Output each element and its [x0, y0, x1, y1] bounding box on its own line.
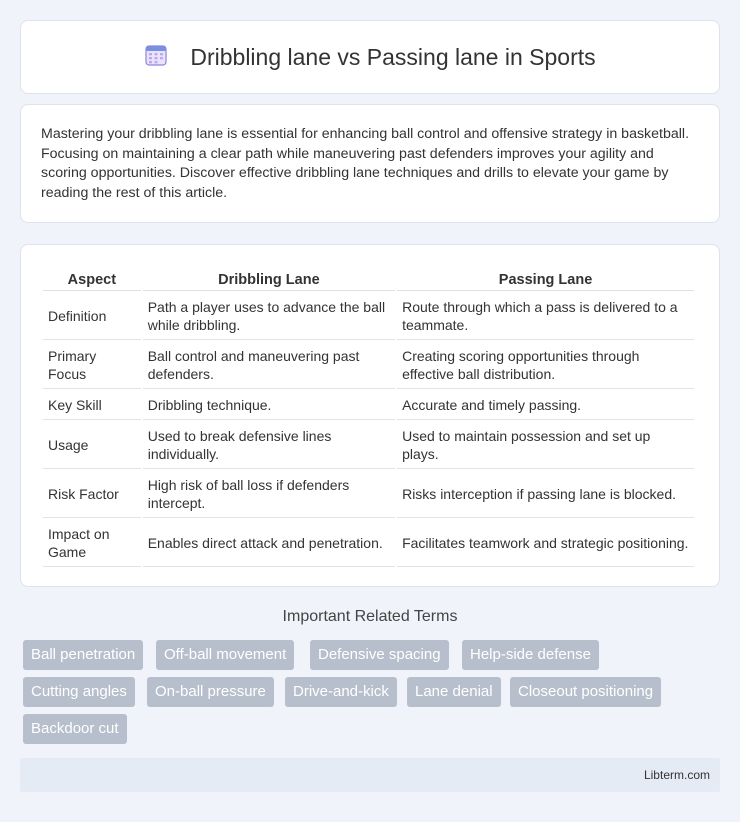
table-cell: Used to break defensive lines individually. — [143, 422, 395, 469]
tag-lane-denial[interactable]: Lane denial — [407, 677, 501, 707]
intro-card — [20, 104, 720, 223]
tag-off-ball-movement[interactable]: Off-ball movement — [156, 640, 294, 670]
tag-defensive-spacing[interactable]: Defensive spacing — [310, 640, 449, 670]
table-row — [43, 342, 694, 389]
header-card — [20, 20, 720, 94]
title-wrap — [144, 43, 595, 72]
footer-site-link[interactable]: Libterm.com — [643, 768, 710, 782]
tag-drive-and-kick[interactable]: Drive-and-kick — [285, 677, 397, 707]
table-cell: Primary Focus — [43, 342, 141, 389]
table-cell: Usage — [43, 422, 141, 469]
table-row — [43, 391, 694, 420]
page-title: Dribbling lane vs Passing lane in Sports — [190, 43, 596, 70]
table-header-row — [43, 267, 694, 291]
table-row — [43, 471, 694, 518]
tag-closeout-positioning[interactable]: Closeout positioning — [510, 677, 661, 707]
table-cell: Impact on Game — [43, 520, 141, 567]
table-cell: Risks interception if passing lane is blocked. — [397, 471, 694, 518]
tag-cutting-angles[interactable]: Cutting angles — [23, 677, 135, 707]
tag-backdoor-cut[interactable]: Backdoor cut — [23, 714, 127, 744]
tag-on-ball-pressure[interactable]: On-ball pressure — [147, 677, 274, 707]
table-cell: Key Skill — [43, 391, 141, 420]
table-cell: Enables direct attack and penetration. — [143, 520, 395, 567]
table-row — [43, 293, 694, 340]
tag-ball-penetration[interactable]: Ball penetration — [23, 640, 143, 670]
related-terms-title: Important Related Terms — [282, 608, 458, 625]
calendar-icon — [144, 43, 168, 72]
table-cell: Facilitates teamwork and strategic positioning. — [397, 520, 694, 567]
table-cell: Accurate and timely passing. — [397, 391, 694, 420]
table-cell: Definition — [43, 293, 141, 340]
intro-paragraph: Mastering your dribbling lane is essential for enhancing ball control and offensive strategy in basketball. Focusing on maintaining a clear path while maneuvering past defenders improves your agility and scoring opportunities. Discover effective dribbling lane techniques and drills to elevate your game by reading the rest of this article. — [41, 126, 690, 201]
table-cell: Route through which a pass is delivered to a teammate. — [397, 293, 694, 340]
table-cell: Risk Factor — [43, 471, 141, 518]
footer — [20, 758, 720, 792]
table-cell: Dribbling technique. — [143, 391, 395, 420]
table-cell: High risk of ball loss if defenders intercept. — [143, 471, 395, 518]
header-aspect: Aspect — [43, 267, 141, 291]
tag-help-side-defense[interactable]: Help-side defense — [462, 640, 599, 670]
comparison-table — [41, 265, 696, 569]
table-cell: Used to maintain possession and set up plays. — [397, 422, 694, 469]
table-row — [43, 520, 694, 567]
header-passing-lane: Passing Lane — [397, 267, 694, 291]
table-cell: Ball control and maneuvering past defenders. — [143, 342, 395, 389]
comparison-card — [20, 244, 720, 587]
table-cell: Creating scoring opportunities through effective ball distribution. — [397, 342, 694, 389]
table-cell: Path a player uses to advance the ball while dribbling. — [143, 293, 395, 340]
table-row — [43, 422, 694, 469]
header-dribbling-lane: Dribbling Lane — [143, 267, 395, 291]
